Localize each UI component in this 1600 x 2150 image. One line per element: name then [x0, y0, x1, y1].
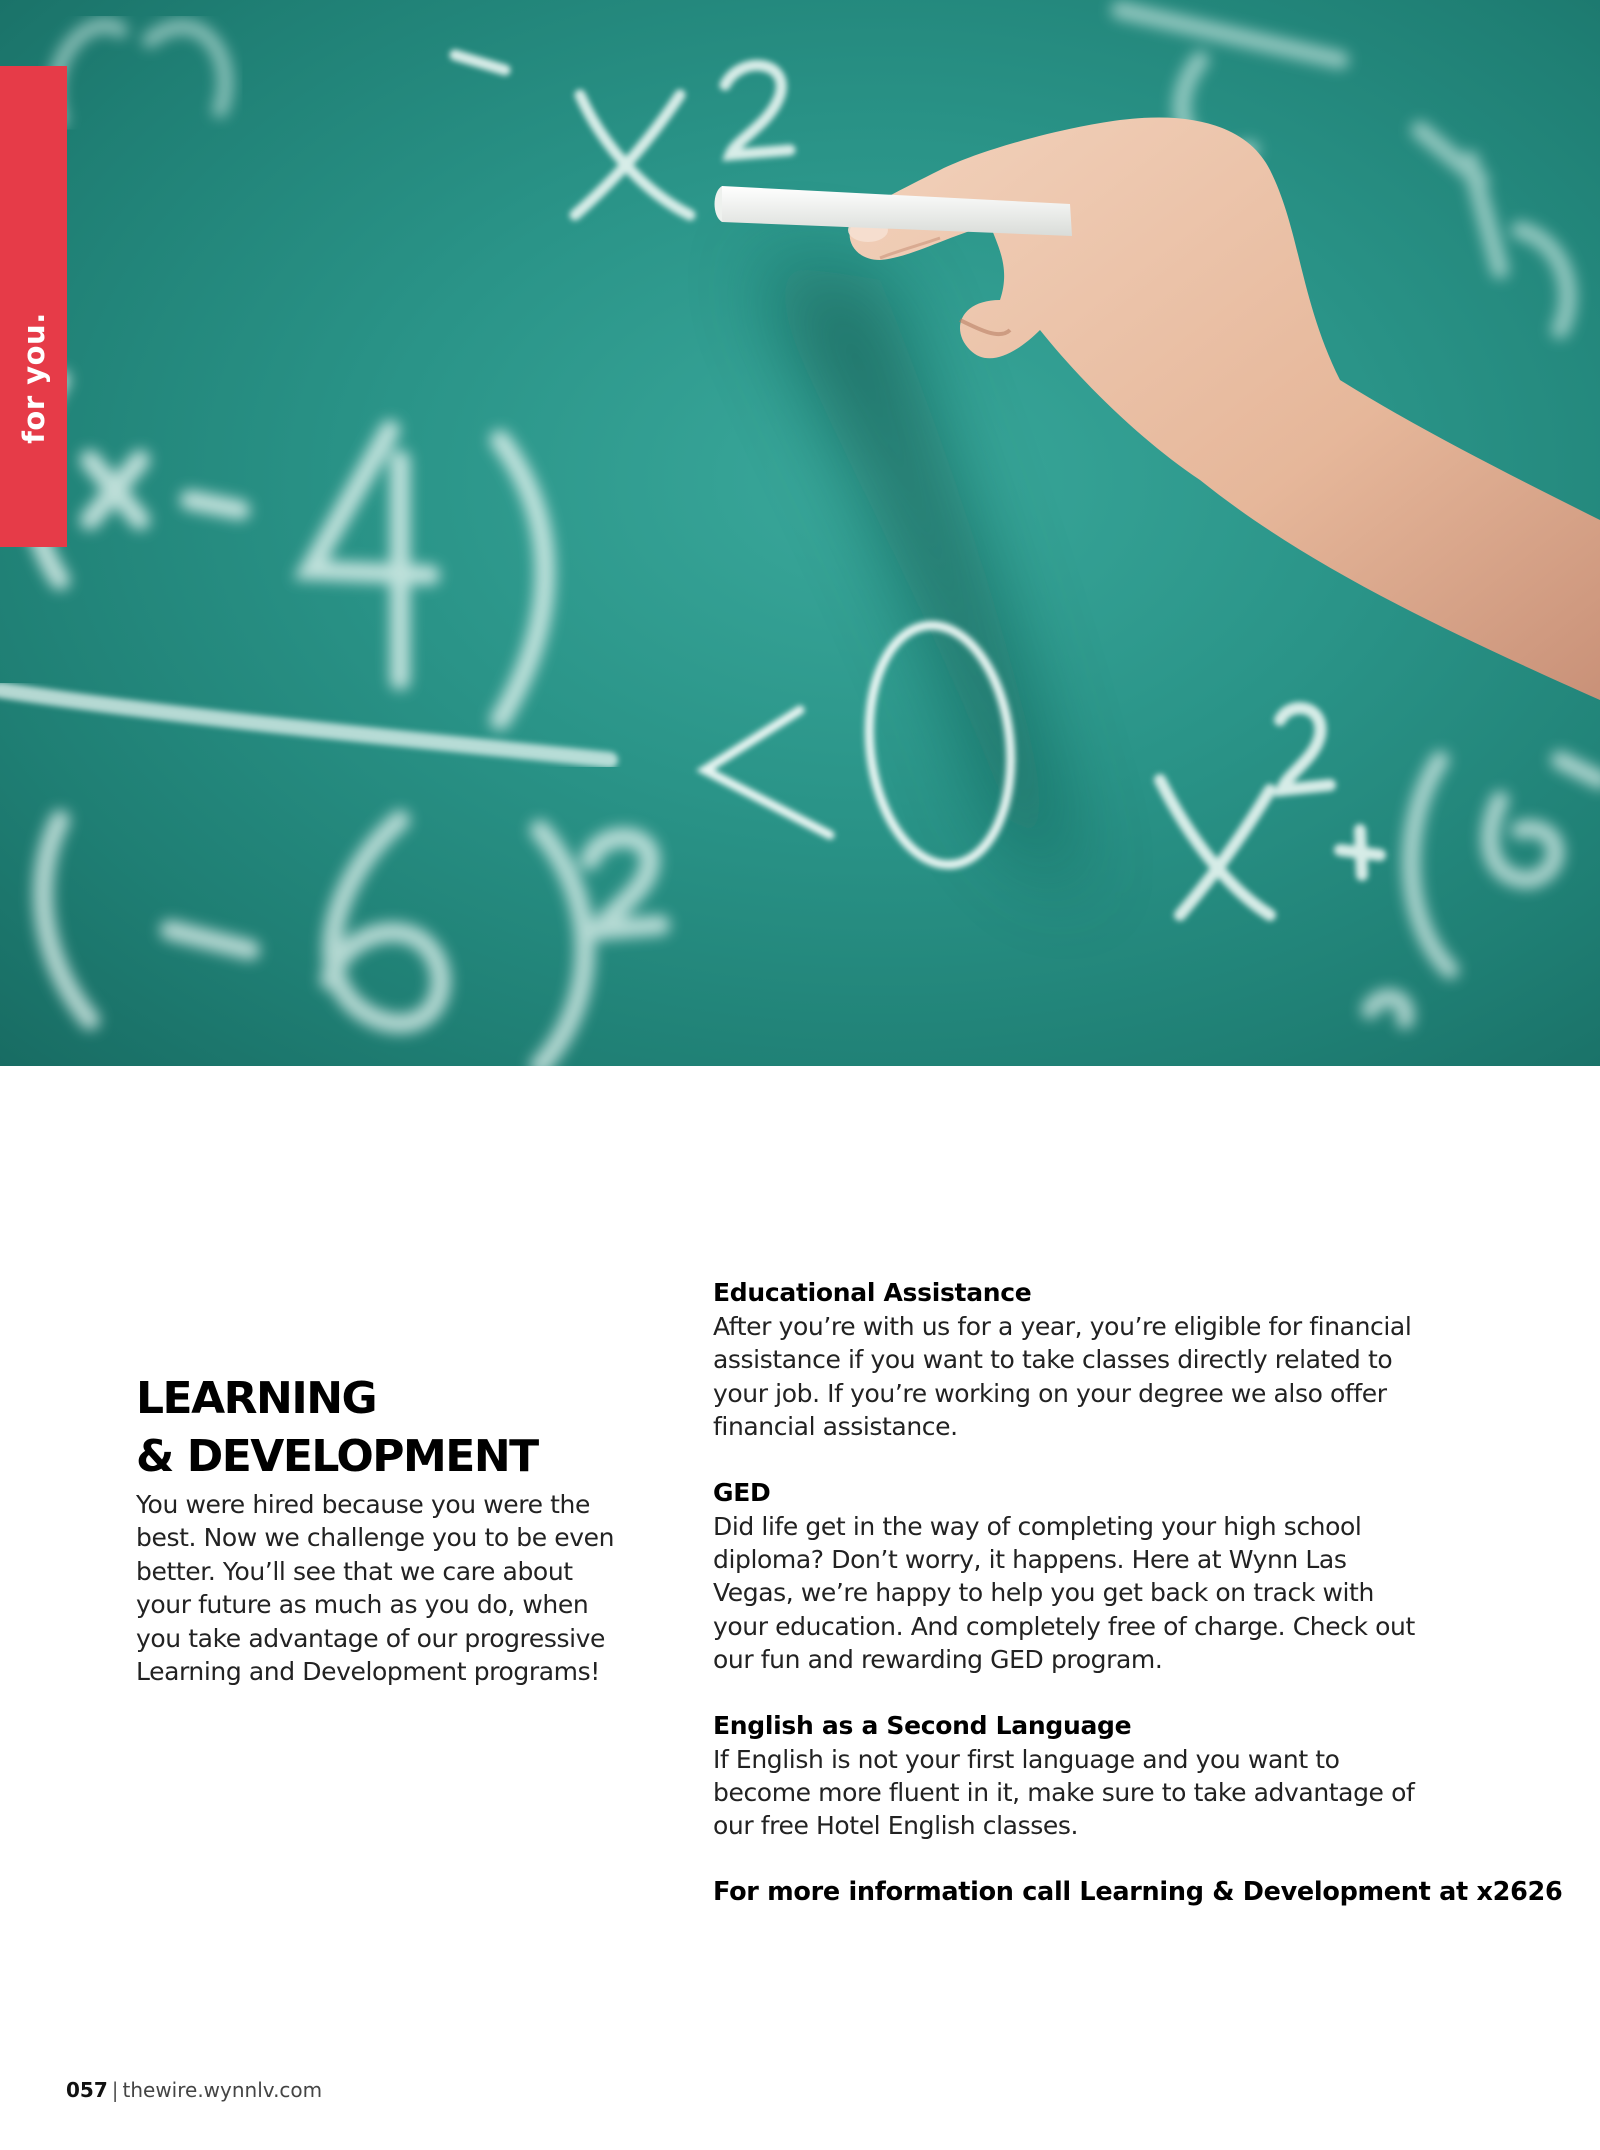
section-title-line-1: LEARNING	[136, 1373, 377, 1424]
contact-callout: For more information call Learning & Development at x2626	[713, 1876, 1563, 1907]
program-heading: GED	[713, 1477, 771, 1507]
programs-column	[713, 1276, 1563, 1909]
intro-paragraph: You were hired because you were the best. Now we challenge you to be even better. You’ll see that we care about your future as much as you do, when you take advantage of our progressive Learning and Development programs!	[136, 1490, 615, 1687]
program-educational-assistance	[713, 1276, 1533, 1444]
section-title	[136, 1370, 616, 1486]
program-esl	[713, 1709, 1533, 1843]
program-description: If English is not your first language and you want to become more fluent in it, make sure to take advantage of our free Hotel English classes.	[713, 1744, 1415, 1841]
chalk-blur-right	[1370, 760, 1600, 1020]
program-description: After you’re with us for a year, you’re eligible for financial assistance if you want to take classes directly related to your job. If you’re working on your degree we also offer financial assistance.	[713, 1312, 1412, 1442]
chalk-x-minus-4	[30, 380, 545, 720]
page-footer	[66, 2078, 322, 2102]
section-tab-label: for you.	[17, 312, 51, 444]
footer-site-link[interactable]: thewire.wynnlv.com	[122, 2078, 323, 2102]
chalk-blur-topleft	[55, 26, 225, 120]
section-tab	[0, 66, 67, 547]
hand-shadow	[760, 260, 1080, 900]
chalk-x-minus-6-squared	[43, 820, 660, 1066]
program-ged	[713, 1476, 1533, 1677]
hero-photo	[0, 0, 1600, 1066]
chalk-x-squared-right	[1160, 708, 1380, 915]
intro-column	[136, 1370, 616, 1688]
section-title-line-2: & DEVELOPMENT	[136, 1431, 538, 1482]
chalkboard-illustration	[0, 0, 1600, 1066]
footer-separator: |	[111, 2078, 119, 2102]
page-number: 057	[66, 2078, 108, 2102]
program-description: Did life get in the way of completing your high school diploma? Don’t worry, it happens. Here at Wynn Las Vegas, we’re happy to help you get back on track with your education. And completely free of charge. Check out our fun and rewarding GED program.	[713, 1511, 1415, 1675]
program-heading: English as a Second Language	[713, 1710, 1132, 1740]
program-heading: Educational Assistance	[713, 1278, 1032, 1307]
